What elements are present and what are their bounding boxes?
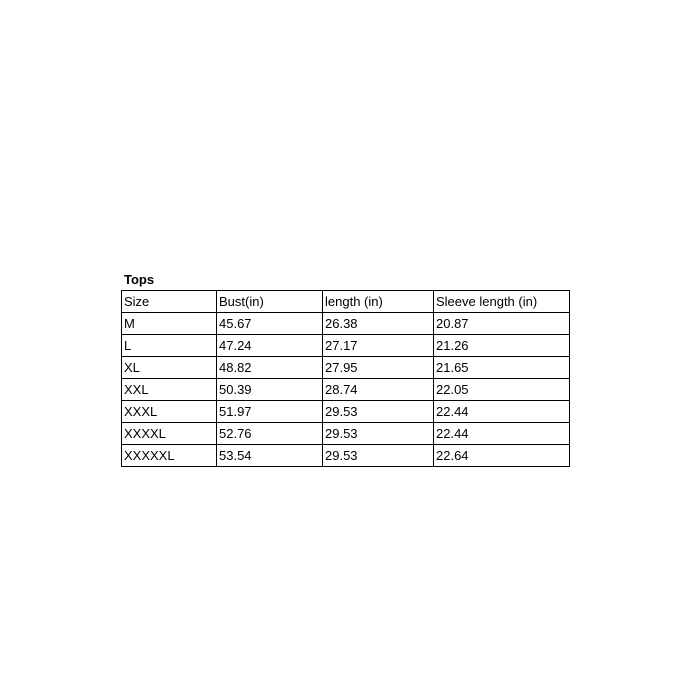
table-row — [122, 445, 570, 467]
table-row — [122, 335, 570, 357]
size-chart-table — [121, 290, 570, 467]
cell-size: XL — [122, 357, 217, 379]
table-header-row — [122, 291, 570, 313]
table-row — [122, 313, 570, 335]
cell-bust: 48.82 — [217, 357, 323, 379]
cell-length: 27.17 — [323, 335, 434, 357]
cell-length: 29.53 — [323, 401, 434, 423]
cell-size: XXXXXL — [122, 445, 217, 467]
cell-sleeve-length: 22.44 — [434, 423, 570, 445]
cell-bust: 45.67 — [217, 313, 323, 335]
cell-bust: 50.39 — [217, 379, 323, 401]
cell-bust: 47.24 — [217, 335, 323, 357]
cell-bust: 52.76 — [217, 423, 323, 445]
table-row — [122, 423, 570, 445]
cell-bust: 53.54 — [217, 445, 323, 467]
cell-sleeve-length: 20.87 — [434, 313, 570, 335]
header-size: Size — [122, 291, 217, 313]
cell-sleeve-length: 22.64 — [434, 445, 570, 467]
cell-sleeve-length: 21.65 — [434, 357, 570, 379]
cell-length: 27.95 — [323, 357, 434, 379]
cell-length: 26.38 — [323, 313, 434, 335]
cell-length: 29.53 — [323, 423, 434, 445]
cell-bust: 51.97 — [217, 401, 323, 423]
cell-sleeve-length: 22.44 — [434, 401, 570, 423]
cell-size: XXL — [122, 379, 217, 401]
cell-size: XXXL — [122, 401, 217, 423]
table-row — [122, 379, 570, 401]
cell-sleeve-length: 22.05 — [434, 379, 570, 401]
table-title: Tops — [124, 272, 155, 287]
cell-size: M — [122, 313, 217, 335]
cell-length: 29.53 — [323, 445, 434, 467]
header-sleeve-length: Sleeve length (in) — [434, 291, 570, 313]
table-row — [122, 357, 570, 379]
cell-sleeve-length: 21.26 — [434, 335, 570, 357]
cell-size: XXXXL — [122, 423, 217, 445]
table-row — [122, 401, 570, 423]
header-bust: Bust(in) — [217, 291, 323, 313]
cell-size: L — [122, 335, 217, 357]
cell-length: 28.74 — [323, 379, 434, 401]
header-length: length (in) — [323, 291, 434, 313]
